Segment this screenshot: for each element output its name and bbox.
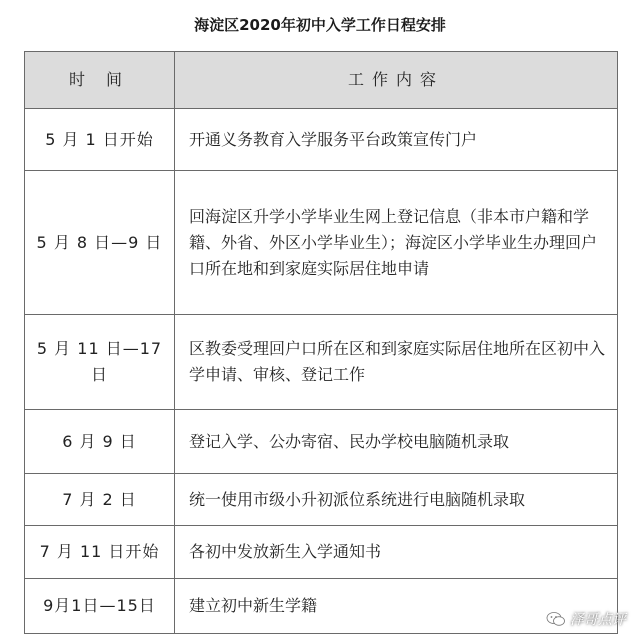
row-time: 7 月 2 日 xyxy=(25,474,175,526)
row-content: 建立初中新生学籍 xyxy=(175,579,618,634)
table-row xyxy=(25,410,618,474)
row-time: 9月1日—15日 xyxy=(25,579,175,634)
row-time: 7 月 11 日开始 xyxy=(25,526,175,579)
watermark xyxy=(546,609,626,629)
row-time: 6 月 9 日 xyxy=(25,410,175,474)
schedule-table xyxy=(24,51,618,634)
row-content: 统一使用市级小升初派位系统进行电脑随机录取 xyxy=(175,474,618,526)
table-row xyxy=(25,526,618,579)
table-row xyxy=(25,579,618,634)
header-time: 时 间 xyxy=(25,52,175,109)
row-time: 5 月 1 日开始 xyxy=(25,109,175,171)
row-time: 5 月 8 日—9 日 xyxy=(25,171,175,315)
wechat-icon xyxy=(546,611,566,627)
table-header-row xyxy=(25,52,618,109)
table-row xyxy=(25,474,618,526)
watermark-text: 泽哥点评 xyxy=(570,612,626,628)
row-content: 开通义务教育入学服务平台政策宣传门户 xyxy=(175,109,618,171)
table-row xyxy=(25,171,618,315)
row-content: 各初中发放新生入学通知书 xyxy=(175,526,618,579)
row-time: 5 月 11 日—17 日 xyxy=(25,315,175,410)
row-content: 区教委受理回户口所在区和到家庭实际居住地所在区初中入学申请、审核、登记工作 xyxy=(175,315,618,410)
row-content: 登记入学、公办寄宿、民办学校电脑随机录取 xyxy=(175,410,618,474)
row-content: 回海淀区升学小学毕业生网上登记信息（非本市户籍和学籍、外省、外区小学毕业生）；海淀区小学毕业生办理回户口所在地和到家庭实际居住地申请 xyxy=(175,171,618,315)
page-title: 海淀区2020年初中入学工作日程安排 xyxy=(194,16,446,34)
table-row xyxy=(25,109,618,171)
header-content: 工作内容 xyxy=(175,52,618,109)
table-row xyxy=(25,315,618,410)
